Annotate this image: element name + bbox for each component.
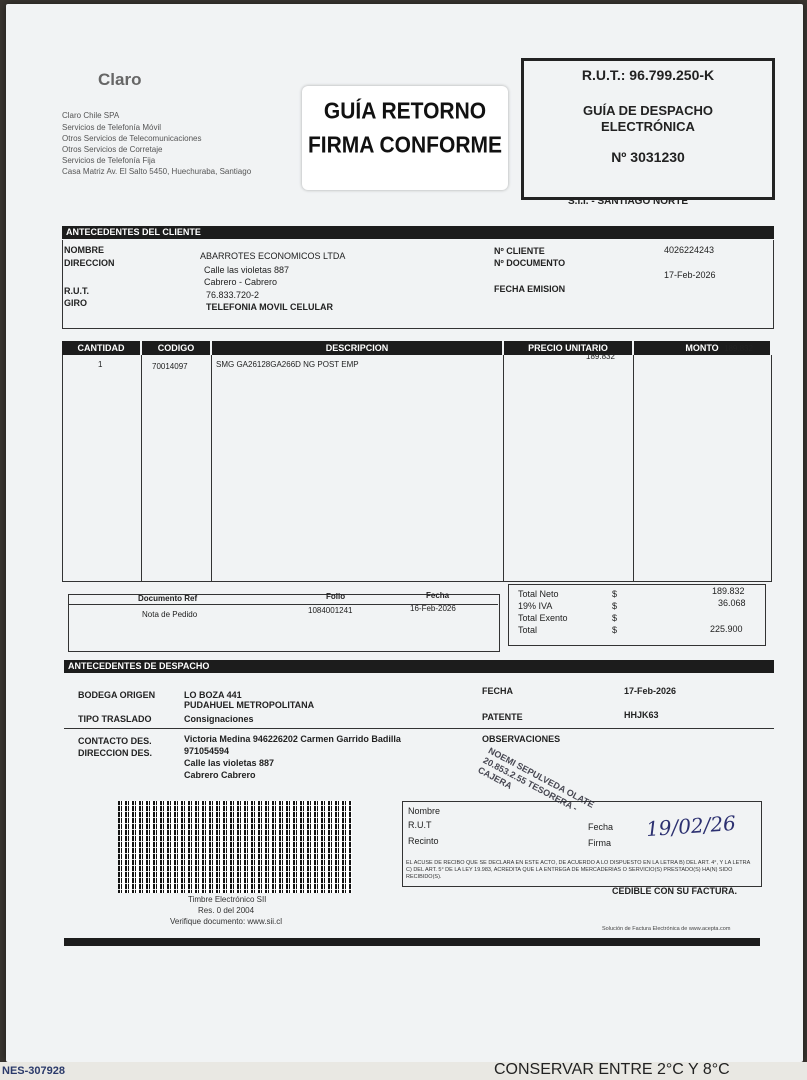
document-number-label: Nº DOCUMENTO [494,258,566,268]
document-number: Nº 3031230 [611,149,685,165]
solution-note: Solución de Factura Electrónica de www.acepta.com [602,926,731,932]
dispatch-date-label: FECHA [482,686,513,696]
issuer-service-3: Otros Servicios de Corretaje [62,145,163,154]
receipt-signature-label: Firma [588,838,611,848]
currency-2: $ [612,601,618,611]
total-net: 189.832 [712,586,745,596]
packaging-instruction: CONSERVAR ENTRE 2°C Y 8°C [494,1061,730,1078]
receipt-place-label: Recinto [408,836,439,846]
client-address-line-1: Calle las violetas 887 [204,265,290,275]
warehouse-line-1: LO BOZA 441 [184,690,242,700]
client-number: 4026224243 [664,245,715,255]
client-address-line-2: Cabrero - Cabrero [204,277,278,287]
currency-1: $ [612,589,618,599]
plate-label: PATENTE [482,712,523,722]
issuer-service-1: Servicios de Telefonía Móvil [62,123,162,132]
transfer-type: Consignaciones [184,714,254,724]
timbre-line-3: Verifique documento: www.sii.cl [170,917,283,926]
col-amount-header: MONTO [634,341,770,355]
ref-date-header: Fecha [426,591,450,600]
stamp-line-1: GUÍA RETORNO [323,98,487,125]
ref-date: 16-Feb-2026 [410,604,456,613]
item-unit-price: 189.832 [586,352,615,361]
issuer-company: Claro Chile SPA [62,111,120,120]
item-description: SMG GA26128GA266D NG POST EMP [216,360,359,369]
ref-folio-header: Folio [326,592,346,601]
issuer-address: Casa Matriz Av. El Salto 5450, Huechuraba, Santiago [62,167,252,176]
client-address-label: DIRECCION [64,258,115,268]
cashier-rubber-stamp: NOEMI SEPULVEDA OLATE 20.853.2.55 TESORERA - CAJERA [476,745,596,814]
dest-address-line-1: 971054594 [184,746,230,756]
timbre-line-1: Timbre Electrónico SII [188,895,267,904]
currency-4: $ [612,625,618,635]
col-code-header: CODIGO [142,341,210,355]
pdf417-barcode-image [118,801,352,893]
cedible-footer: CEDIBLE CON SU FACTURA. [612,886,738,896]
issuer-service-4: Servicios de Telefonía Fija [62,156,156,165]
document-id-box [521,58,775,200]
total-net-label: Total Neto [518,589,559,599]
receipt-rut-label: R.U.T [408,820,432,830]
items-table-body [62,355,772,582]
observations-label: OBSERVACIONES [482,734,561,744]
client-giro-label: GIRO [64,298,88,308]
client-giro: TELEFONIA MOVIL CELULAR [206,302,333,312]
issue-date: 17-Feb-2026 [664,270,716,280]
receipt-name-label: Nombre [408,806,441,816]
return-stamp [302,86,508,190]
total-value: 225.900 [710,624,743,634]
dispatch-guide-document [6,4,803,1062]
receipt-legal-text: EL ACUSE DE RECIBO QUE SE DECLARA EN ESTE ACTO, DE ACUERDO A LO DISPUESTO EN LA LETRA B) DEL ART. 4°, Y LA LETRA C) DEL ART. 5° DE LA LEY 19.983, ACREDITA QUE LA ENTREGA DE MERCADERIAS O SERVICIO(S) PRESTADO(S) HA(N) SIDO RECIBIDO(S). [406,860,750,880]
client-name-label: NOMBRE [64,245,104,255]
item-amount: 189.832 [724,344,753,353]
warehouse-line-2: PUDAHUEL METROPOLITANA [184,700,315,710]
sii-office: S.I.I. - SANTIAGO NORTE [568,196,689,207]
dest-address-line-2: Calle las violetas 887 [184,758,275,768]
handwritten-date: 19/02/26 [645,810,737,842]
client-rut-label: R.U.T. [64,286,90,296]
client-section-title: ANTECEDENTES DEL CLIENTE [62,226,774,239]
contact-value: Victoria Medina 946226202 Carmen Garrido Badilla [184,734,401,744]
ref-doc: Nota de Pedido [142,610,198,619]
currency-3: $ [612,613,618,623]
col-unit-price-header: PRECIO UNITARIO [504,341,632,355]
total-iva: 36.068 [718,598,746,608]
total-label: Total [518,625,538,635]
ref-folio: 1084001241 [308,606,353,615]
transfer-label: TIPO TRASLADO [78,714,152,724]
total-iva-label: 19% IVA [518,601,553,611]
reference-box [68,594,500,652]
background-packaging [0,1062,807,1080]
stamp-line-2: FIRMA CONFORME [307,132,503,159]
contact-label: CONTACTO DES. [78,736,152,746]
timbre-line-2: Res. 0 del 2004 [198,906,255,915]
dest-address-label: DIRECCION DES. [78,748,153,758]
dispatch-date: 17-Feb-2026 [624,686,677,696]
plate-value: HHJK63 [624,710,659,720]
item-code: 70014097 [152,362,188,371]
issuer-rut: R.U.T.: 96.799.250-K [581,67,715,83]
col-qty-header: CANTIDAD [62,341,140,355]
issuer-service-2: Otros Servicios de Telecomunicaciones [62,134,202,143]
client-rut: 76.833.720-2 [206,290,260,300]
dest-address-line-3: Cabrero Cabrero [184,770,256,780]
document-type-line-2: ELECTRÓNICA [601,119,695,134]
col-desc-header: DESCRIPCION [212,341,502,355]
packaging-code: NES-307928 [2,1065,65,1077]
issue-date-label: FECHA EMISION [494,284,566,294]
claro-logo: Claro [98,70,142,89]
client-number-label: Nº CLIENTE [494,246,545,256]
warehouse-label: BODEGA ORIGEN [78,690,156,700]
footer-bar [64,938,760,946]
total-exempt-label: Total Exento [518,613,568,623]
client-name: ABARROTES ECONOMICOS LTDA [200,251,346,261]
ref-doc-header: Documento Ref [138,594,198,603]
receipt-date-label: Fecha [588,822,614,832]
document-type-line-1: GUÍA DE DESPACHO [582,103,713,118]
dispatch-section-title: ANTECEDENTES DE DESPACHO [64,660,774,673]
item-qty: 1 [98,360,103,369]
